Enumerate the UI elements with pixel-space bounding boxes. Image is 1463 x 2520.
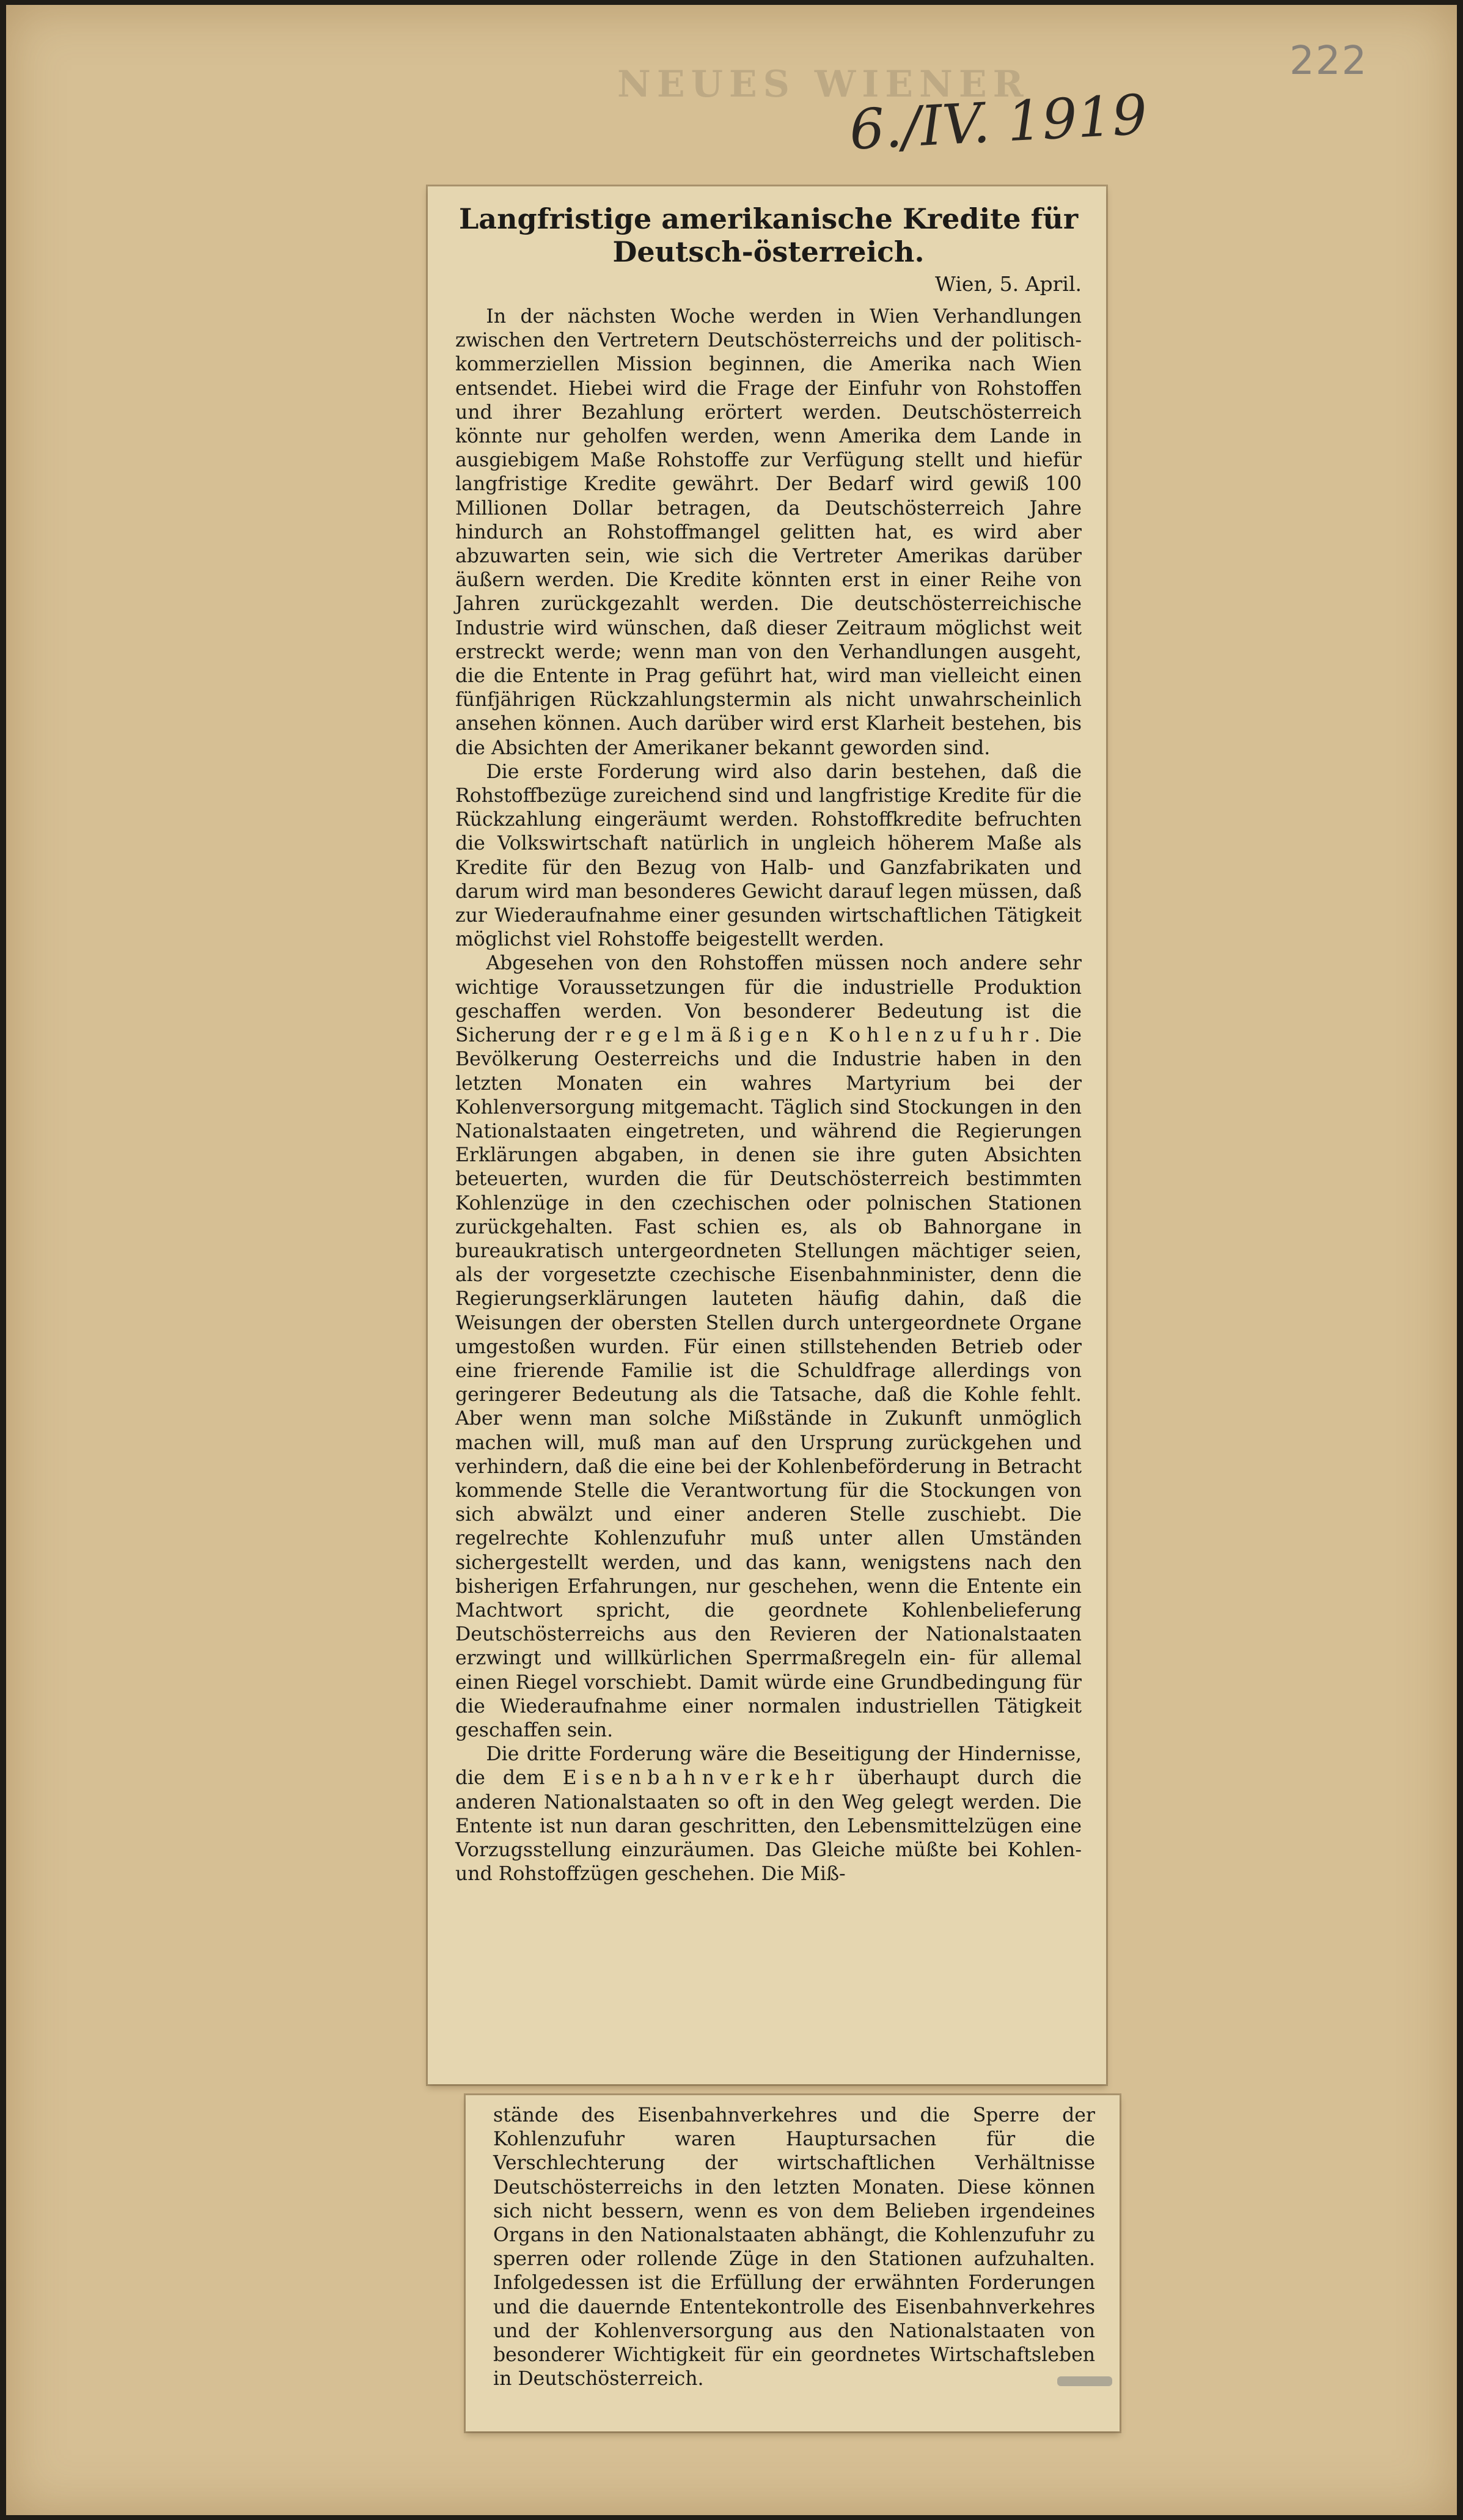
newspaper-clipping-continuation <box>466 2095 1120 2431</box>
paragraph-1: In der nächsten Woche werden in Wien Verhandlungen zwischen den Vertretern Deutschösterreichs und der politisch-kommerziellen Mission beginnen, die Amerika nach Wien entsendet. Hiebei wird die Frage der Einfuhr von Rohstoffen und ihrer Bezahlung erörtert werden. Deutschösterreich könnte nur geholfen werden, wenn Amerika dem Lande in ausgiebigem Maße Rohstoffe zur Verfügung stellt und hiefür langfristige Kredite gewährt. Der Bedarf wird gewiß 100 Millionen Dollar betragen, da Deutschösterreich Jahre hindurch an Rohstoffmangel gelitten hat, es wird aber abzuwarten sein, wie sich die Vertreter Amerikas darüber äußern werden. Die Kredite könnten erst in einer Reihe von Jahren zurückgezahlt werden. Die deutschösterreichische Industrie wird wünschen, daß dieser Zeitraum möglichst weit erstreckt werde; wenn man von den Verhandlungen ausgeht, die die Entente in Prag geführt hat, wird man vielleicht einen fünfjährigen Rückzahlungstermin als nicht unwahrscheinlich ansehen können. Auch darüber wird erst Klarheit bestehen, bis die Absichten der Amerikaner bekannt geworden sind. <box>455 306 1082 759</box>
handwritten-date: 6./IV. 1919 <box>848 83 1149 163</box>
paragraph-4 <box>455 1743 1082 1886</box>
paragraph-2: Die erste Forderung wird also darin bestehen, daß die Rohstoffbezüge zureichend sind und langfristige Kredite für die Rückzahlung eingeräumt werden. Rohstoffkredite befruchten die Volkswirtschaft natürlich in ungleich höherem Maße als Kredite für den Bezug von Halb- und Ganzfabrikaten und darum wird man besonderes Gewicht darauf legen müssen, daß zur Wiederaufnahme einer gesunden wirtschaftlichen Tätigkeit möglichst viel Rohstoffe beigestellt werden. <box>455 760 1082 951</box>
emphasis-eisenbahnverkehr: Eisenbahnverkehr <box>562 1767 840 1790</box>
article-dateline: Wien, 5. April. <box>935 272 1082 296</box>
newspaper-clipping-main <box>428 186 1106 2084</box>
paragraph-3-start: Abgesehen von den Rohstoffen müssen noch andere sehr wichtige Voraussetzungen für die industrielle Produktion geschaffen werden. Von besonderer Bedeutung ist die Sicherung der <box>455 952 1082 1047</box>
paragraph-4-rest: überhaupt durch die anderen Nationalstaaten so oft in den Weg gelegt werden. Die Entente ist nun daran geschritten, den Lebensmittelzügen eine Vorzugsstellung einzuräumen. Das Gleiche müßte bei Kohlen- und Rohstoffzügen geschehen. Die Miß- <box>455 1767 1082 1886</box>
paragraph-3-rest: . Die Bevölkerung Oesterreichs und die Industrie haben in den letzten Monaten ein wahres Martyrium bei der Kohlenversorgung mitgemacht. Täglich sind Stockungen in den Nationalstaaten eingetreten, und während die Regierungen Erklärungen abgaben, in denen sie ihre guten Absichten beteuerten, wurden die für Deutschösterreich bestimmten Kohlenzüge in den czechischen oder polnischen Stationen zurückgehalten. Fast schien es, als ob Bahnorgane in bureaukratisch untergeordneten Stellungen mächtiger seien, als der vorgesetzte czechische Eisenbahnminister, denn die Regierungserklärungen lauteten häufig dahin, daß die Weisungen der obersten Stellen durch untergeordnete Organe umgestoßen wurden. Für einen stillstehenden Betrieb oder eine frierende Familie ist die Schuldfrage allerdings von geringerer Bedeutung als die Tatsache, daß die Kohle fehlt. Aber wenn man solche Mißstände in Zukunft unmöglich machen will, muß man auf den Ursprung zurückgehen und verhindern, daß die eine bei der Kohlenbeförderung in Betracht kommende Stelle die Verantwortung für die Stockungen von sich abwälzt und einer anderen Stelle zuschiebt. Die regelrechte Kohlenzufuhr muß unter allen Umständen sichergestellt werden, und das kann, wenigstens nach den bisherigen Erfahrungen, nur geschehen, wenn die Entente ein Machtwort spricht, die geordnete Kohlenbelieferung Deutschösterreichs aus den Revieren der Nationalstaaten erzwingt und willkürlichen Sperrmaßregeln ein- für allemal einen Riegel vorschiebt. Damit würde eine Grundbedingung für die Wiederaufnahme einer normalen industriellen Tätigkeit geschaffen sein. <box>455 1024 1082 1741</box>
paragraph-5: stände des Eisenbahnverkehres und die Sperre der Kohlenzufuhr waren Hauptursachen für die Verschlechterung der wirtschaftlichen Verhältnisse Deutschösterreichs in den letzten Monaten. Diese können sich nicht bessern, wenn es von dem Belieben irgendeines Organs in den Nationalstaaten abhängt, die Kohlenzufuhr zu sperren oder rollende Züge in den Stationen aufzuhalten. Infolgedessen ist die Erfüllung der erwähnten Forderungen und die dauernde Ententekontrolle des Eisenbahnverkehres und der Kohlenversorgung aus den Nationalstaaten von besonderer Wichtigkeit für ein geordnetes Wirtschaftsleben in Deutschösterreich. <box>493 2104 1095 2390</box>
ink-stain <box>1057 2376 1112 2386</box>
emphasis-kohlenzufuhr: regelmäßigen Kohlenzufuhr <box>605 1024 1035 1047</box>
archive-number: 222 <box>1289 39 1368 84</box>
masthead-ghost: NEUES WIENER <box>617 63 1030 106</box>
article-headline: Langfristige amerikanische Kredite für Deutsch-österreich. <box>458 202 1079 268</box>
paragraph-3 <box>455 952 1082 1743</box>
paragraph-4-start: Die dritte Forderung wäre die Beseitigung der Hindernisse, die dem <box>455 1743 1082 1790</box>
